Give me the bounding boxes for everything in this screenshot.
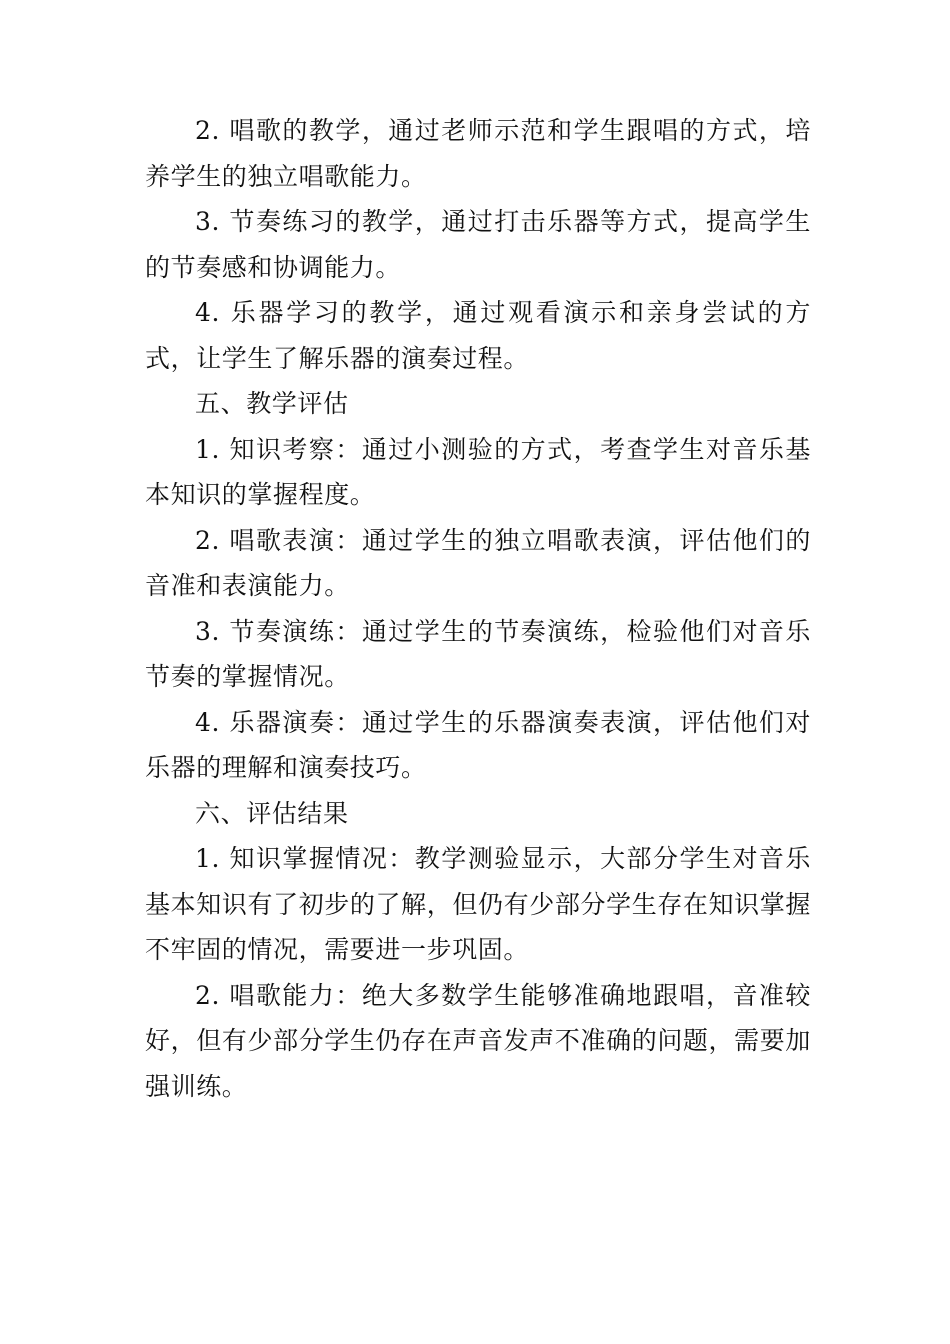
paragraph-singing-teaching: 2. 唱歌的教学，通过老师示范和学生跟唱的方式，培养学生的独立唱歌能力。	[145, 116, 811, 191]
section-heading-results: 六、评估结果	[195, 798, 349, 828]
section-heading-evaluation: 五、教学评估	[195, 389, 349, 418]
paragraph-instrument-performance: 4. 乐器演奏：通过学生的乐器演奏表演，评估他们对乐器的理解和演奏技巧。	[145, 707, 811, 782]
paragraph-rhythm-drill: 3. 节奏演练：通过学生的节奏演练，检验他们对音乐节奏的掌握情况。	[145, 616, 811, 691]
paragraph-knowledge-check: 1. 知识考察：通过小测验的方式，考查学生对音乐基本知识的掌握程度。	[145, 434, 811, 509]
paragraph-knowledge-result: 1. 知识掌握情况：教学测验显示，大部分学生对音乐基本知识有了初步的了解，但仍有少部分学生存在知识掌握不牢固的情况，需要进一步巩固。	[145, 844, 811, 964]
paragraph-singing-performance: 2. 唱歌表演：通过学生的独立唱歌表演，评估他们的音准和表演能力。	[145, 525, 811, 600]
document-body	[145, 108, 811, 1109]
paragraph-rhythm-teaching: 3. 节奏练习的教学，通过打击乐器等方式，提高学生的节奏感和协调能力。	[145, 207, 811, 282]
paragraph-instrument-teaching: 4. 乐器学习的教学，通过观看演示和亲身尝试的方式，让学生了解乐器的演奏过程。	[145, 298, 811, 373]
paragraph-singing-result: 2. 唱歌能力：绝大多数学生能够准确地跟唱，音准较好，但有少部分学生仍存在声音发声不准确的问题，需要加强训练。	[145, 980, 811, 1101]
